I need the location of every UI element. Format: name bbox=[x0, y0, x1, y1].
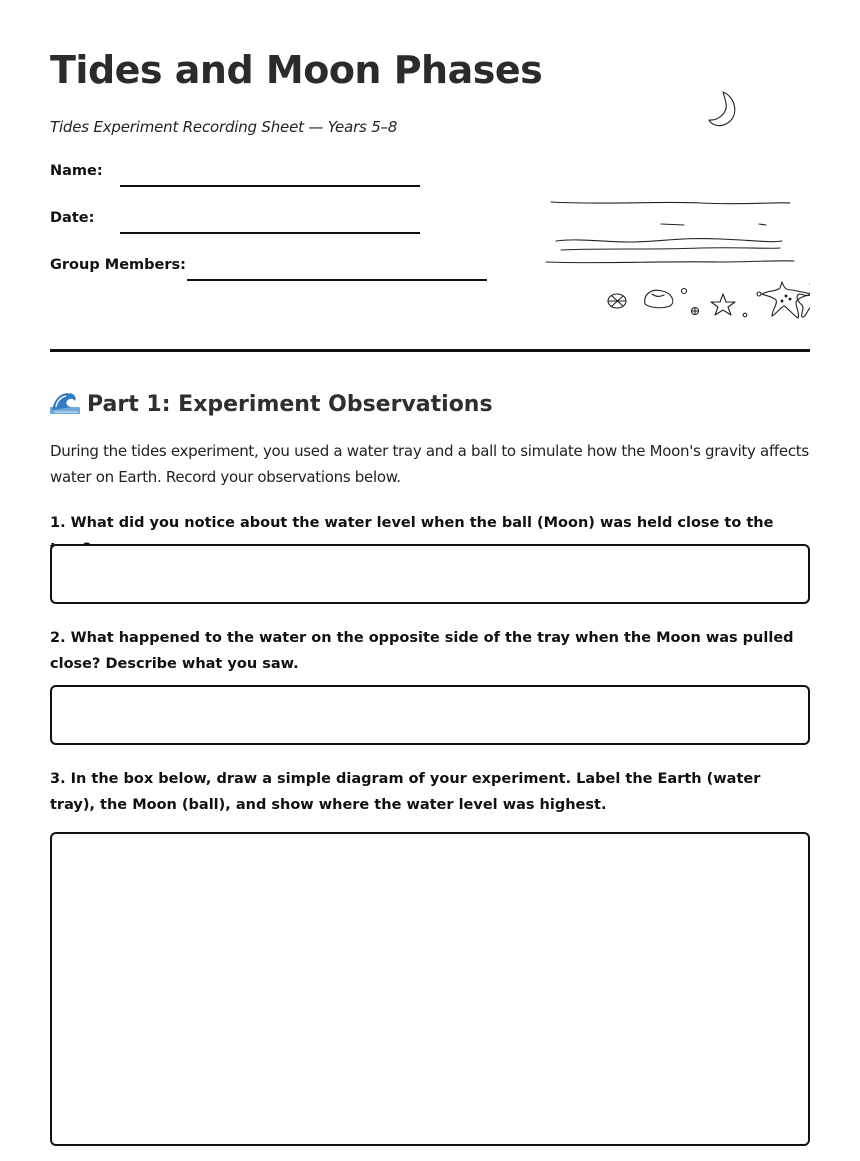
starfish-icon bbox=[711, 84, 810, 317]
section-divider bbox=[50, 349, 810, 352]
date-write-line[interactable] bbox=[120, 232, 420, 234]
date-label: Date: bbox=[50, 210, 95, 226]
large-starfish-icon bbox=[762, 282, 810, 318]
group-members-write-line[interactable] bbox=[187, 279, 487, 281]
group-members-field[interactable] bbox=[50, 257, 490, 287]
name-field[interactable] bbox=[50, 163, 430, 193]
date-field[interactable] bbox=[50, 210, 430, 240]
name-label: Name: bbox=[50, 163, 103, 179]
name-write-line[interactable] bbox=[120, 185, 420, 187]
water-waves-icon bbox=[546, 202, 794, 263]
shell-icon bbox=[608, 294, 626, 308]
answer-box-2[interactable] bbox=[50, 685, 810, 745]
answer-box-1[interactable] bbox=[50, 544, 810, 604]
rock-icon bbox=[645, 290, 673, 308]
question-3: 3. In the box below, draw a simple diagram of your experiment. Label the Earth (water tray), the Moon (ball), and show where the water level was highest. bbox=[50, 771, 761, 813]
part1-heading bbox=[50, 390, 493, 417]
group-members-label: Group Members: bbox=[50, 257, 186, 273]
question-1: 1. What did you notice about the water level when the ball (Moon) was held close to the bbox=[50, 515, 774, 531]
page-title: Tides and Moon Phases bbox=[50, 48, 543, 92]
beach-illustration bbox=[540, 84, 810, 334]
pebble-icon bbox=[682, 289, 762, 317]
question-2: 2. What happened to the water on the opposite side of the tray when the Moon was pulled close? Describe what you saw. bbox=[50, 630, 794, 672]
crescent-moon-icon bbox=[709, 92, 735, 126]
page-subtitle: Tides Experiment Recording Sheet — Years 5–8 bbox=[50, 118, 398, 136]
part1-heading-text: Part 1: Experiment Observations bbox=[87, 392, 493, 417]
diagram-drawing-box[interactable] bbox=[50, 832, 810, 1146]
part1-intro: During the tides experiment, you used a water tray and a ball to simulate how the Moon's gravity affects water on Earth. Record your observations below. bbox=[50, 442, 809, 486]
ocean-wave-icon bbox=[50, 390, 80, 414]
